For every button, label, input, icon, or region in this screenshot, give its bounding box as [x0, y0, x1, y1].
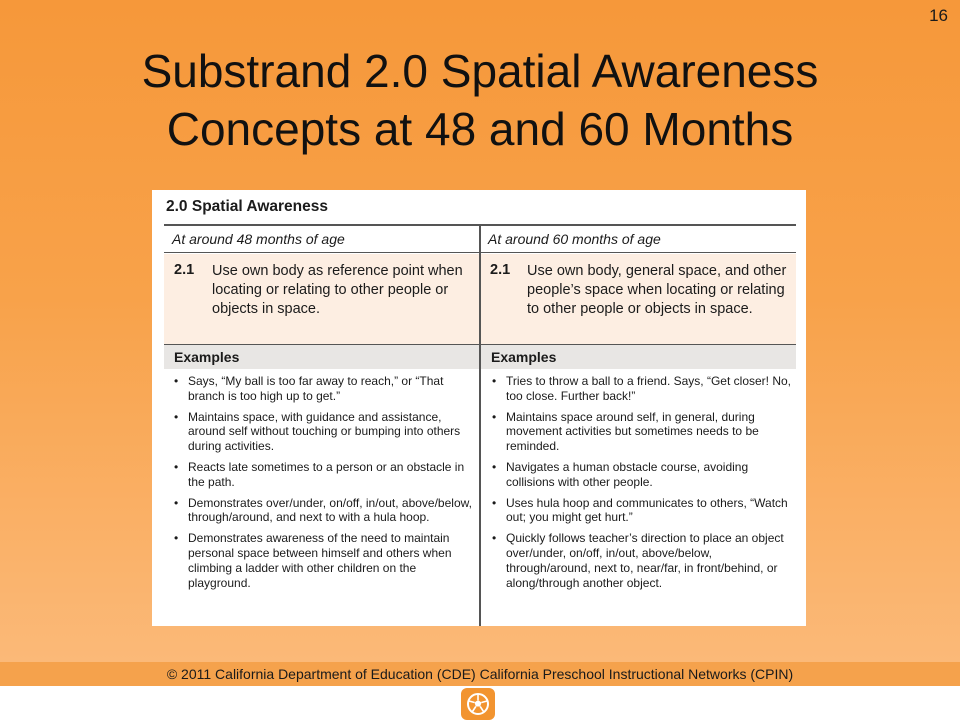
title-line-2: Concepts at 48 and 60 Months	[166, 103, 794, 155]
examples-list-60	[484, 374, 792, 596]
list-item: • Uses hula hoop and communicates to others, “Watch out; you might get hurt.”	[484, 496, 792, 526]
soccer-ball-icon	[461, 688, 495, 720]
list-item: • Tries to throw a ball to a friend. Says, “Get closer! No, too close. Further back!”	[484, 374, 792, 404]
list-item: • Reacts late sometimes to a person or an obstacle in the path.	[166, 460, 472, 490]
foundation-text-48: Use own body as reference point when locating or relating to other people or objects in space.	[212, 263, 463, 317]
foundation-number-60: 2.1	[490, 262, 511, 278]
foundation-number-48: 2.1	[174, 262, 195, 278]
list-item: • Maintains space, with guidance and assistance, around self without touching or bumping into others during activities.	[166, 410, 472, 454]
age-label-48: At around 48 months of age	[172, 231, 345, 247]
list-item: • Quickly follows teacher’s direction to place an object over/under, on/off, in/out, above/below, through/around, next to, near/far, in front/behind, or along/through another object.	[484, 531, 792, 590]
foundation-text-60: Use own body, general space, and other people’s space when locating or relating to other people or objects in space.	[527, 263, 787, 317]
title-line-1: Substrand 2.0 Spatial Awareness	[141, 45, 819, 97]
copyright-footer: © 2011 California Department of Education (CDE) California Preschool Instructional Networks (CPIN)	[166, 666, 794, 682]
list-item: • Says, “My ball is too far away to reach,” or “That branch is too high up to get.”	[166, 374, 472, 404]
list-item: • Demonstrates over/under, on/off, in/out, above/below, through/around, and next to with a hula hoop.	[166, 496, 472, 526]
table-heading: 2.0 Spatial Awareness	[166, 198, 328, 215]
age-label-60: At around 60 months of age	[488, 231, 661, 247]
examples-list-48	[166, 374, 472, 596]
list-item: • Navigates a human obstacle course, avoiding collisions with other people.	[484, 460, 792, 490]
spatial-awareness-table	[152, 190, 806, 626]
age-row-rule	[164, 252, 796, 253]
list-item: • Maintains space around self, in general, during movement activities but sometimes needs to be reminded.	[484, 410, 792, 454]
list-item: • Demonstrates awareness of the need to maintain personal space between himself and others when climbing a ladder with other children on the playground.	[166, 531, 472, 590]
slide-number: 16	[929, 6, 948, 25]
examples-header-60: Examples	[481, 345, 796, 369]
examples-header-48: Examples	[164, 345, 479, 369]
slide-title	[0, 42, 960, 158]
